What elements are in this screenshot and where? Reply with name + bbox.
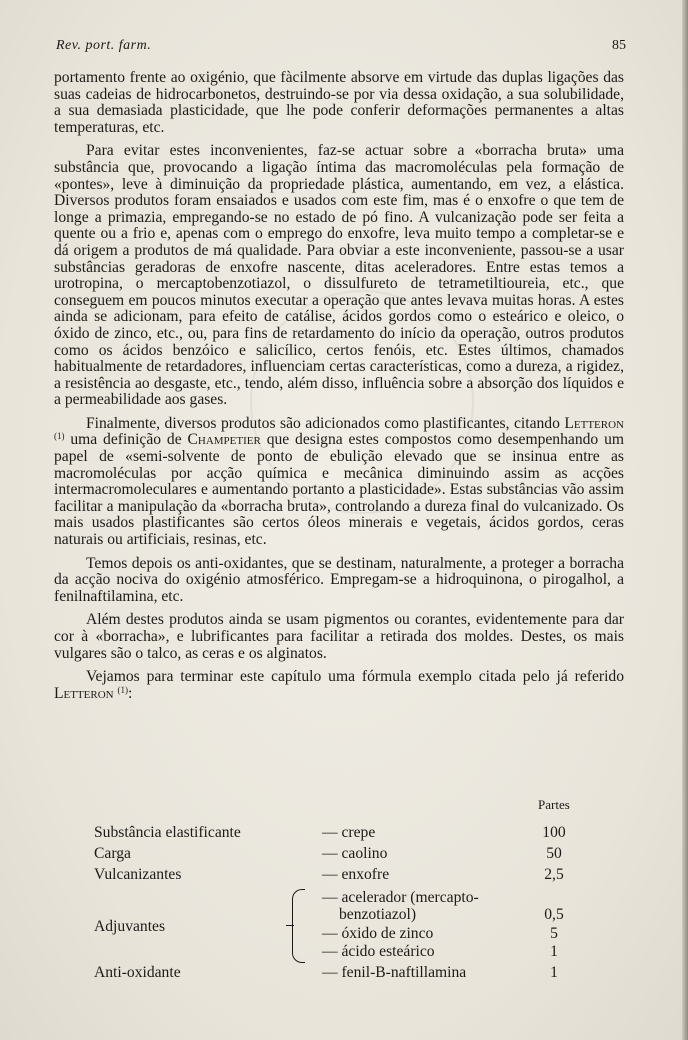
formula-value: 2,5 <box>544 866 564 883</box>
formula-item: — enxofre <box>322 866 390 883</box>
formula-item: — acelerador (mercapto- <box>322 889 479 906</box>
paragraph-6-text-b: : <box>128 684 133 702</box>
footnote-ref: (1) <box>54 431 65 442</box>
formula-value: 1 <box>550 943 558 960</box>
paragraph-3 <box>54 416 624 549</box>
formula-value: 0,5 <box>544 906 564 923</box>
formula-item: — caolino <box>322 845 388 862</box>
formula-value: 50 <box>546 845 562 862</box>
formula-label: Adjuvantes <box>94 918 166 935</box>
paragraph-3-text-b: uma definição de <box>64 431 188 449</box>
journal-title: Rev. port. farm. <box>56 38 152 53</box>
formula-label: Anti-oxidante <box>94 964 181 981</box>
formula-row <box>54 925 624 943</box>
footnote-ref-2: (1) <box>117 684 129 695</box>
formula-unit-header: Partes <box>538 797 570 812</box>
page-number: 85 <box>612 38 626 53</box>
formula-item: — óxido de zinco <box>322 925 434 942</box>
formula-item: — ácido esteárico <box>322 943 435 960</box>
formula-row <box>54 906 624 924</box>
paragraph-5: Além destes produtos ainda se usam pigmentos ou corantes, evidentemente para dar cor à «borracha», e lubrificantes para facilitar a retirada dos moldes. Destes, os mais vulgares são o talco, as ceras e os alginatos. <box>54 611 624 662</box>
formula-row <box>54 866 624 884</box>
formula-value: 1 <box>550 964 558 981</box>
paragraph-3-text-a: Finalmente, diversos produtos são adicionados como plastificantes, citando <box>86 414 565 432</box>
paragraph-3-text-c: que designa estes compostos como desempenhando um papel de «semi-solvente de ponto de ebulição elevado que se insinua entre as macromoléculas por acção química e mecânica diminuindo assim as acções intermacromoleculares e aumentando portanto a plasticidade». Estas substâncias vão assim facilitar a manipulação da «borracha bruta», controlando a dureza final do vulcanizado. Os mais usados plastificantes são certos óleos minerais e vegetais, ácidos gordos, ceras naturais ou artificiais, resinas, etc. <box>54 431 624 549</box>
paragraph-4: Temos depois os anti-oxidantes, que se destinam, naturalmente, a proteger a borracha da acção nociva do oxigénio atmosférico. Empregam-se a hidroquinona, o pirogalhol, a fenilnaftilamina, etc. <box>54 554 624 605</box>
formula-row <box>54 889 624 907</box>
formula-row <box>54 964 624 982</box>
formula-label: Carga <box>94 845 131 862</box>
formula-value: 100 <box>542 824 566 841</box>
formula-item: benzotiazol) <box>339 906 417 923</box>
body-text <box>54 70 624 709</box>
formula-label: Vulcanizantes <box>94 866 182 883</box>
author-letteron: Letteron <box>564 414 624 432</box>
formula-item: — fenil-B-naftillamina <box>322 964 467 981</box>
formula-row <box>54 824 624 842</box>
page-edge-shadow <box>682 0 688 1040</box>
formula-row <box>54 943 624 961</box>
author-letteron-2: Letteron <box>54 684 114 702</box>
paragraph-6 <box>54 669 624 702</box>
formula-row <box>54 845 624 863</box>
paragraph-1: portamento frente ao oxigénio, que fàcilmente absorve em virtude das duplas ligações das suas cadeias de hidrocarbonetos, destruindo-se por via dessa oxidação, a sua solubilidade, a sua demasiada plasticidade, que lhe pode conferir deformações permanentes a altas temperaturas, etc. <box>54 69 624 136</box>
formula-value: 5 <box>550 925 558 942</box>
author-champetier: Champetier <box>187 431 261 449</box>
paragraph-6-text-a: Vejamos para terminar este capítulo uma fórmula exemplo citada pelo já referido <box>86 668 624 686</box>
paragraph-2: Para evitar estes inconvenientes, faz-se actuar sobre a «borracha bruta» uma substância que, provocando a ligação íntima das macromoléculas pela formação de «pontes», leve à diminuição da propriedade plástica, aumentando, em vez, a elástica. Diversos produtos foram ensaiados e usados com este fim, mas é o enxofre o que tem de longe a primazia, empregando-se no estado de pó fino. A vulcanização pode ser feita a quente ou a frio e, apenas com o emprego do enxofre, leva muito tempo a completar-se e dá origem a produtos de má qualidade. Para obviar a este inconveniente, passou-se a usar substâncias geradoras de enxofre nascente, ditas aceleradores. Entre estas temos a urotropina, o mercaptobenzotiazol, o dissulfureto de tetrametiltioureia, etc., que conseguem em poucos minutos executar a operação que antes levava muitas horas. A estes ainda se adicionam, para efeito de catálise, ácidos gordos como o esteárico e oleico, o óxido de zinco, etc., ou, para fins de retardamento do início da operação, outros produtos como os ácidos benzóico e salicílico, certos fenóis, etc. Estes últimos, chamados habitualmente de retardadores, influenciam certas características, como a dureza, a rigidez, a resistência ao desgaste, etc., tendo, além disso, influência sobre a absorção dos líquidos e a permeabilidade aos gases. <box>54 142 624 409</box>
formula-item: — crepe <box>322 824 376 841</box>
formula-label: Substância elastificante <box>94 824 241 841</box>
